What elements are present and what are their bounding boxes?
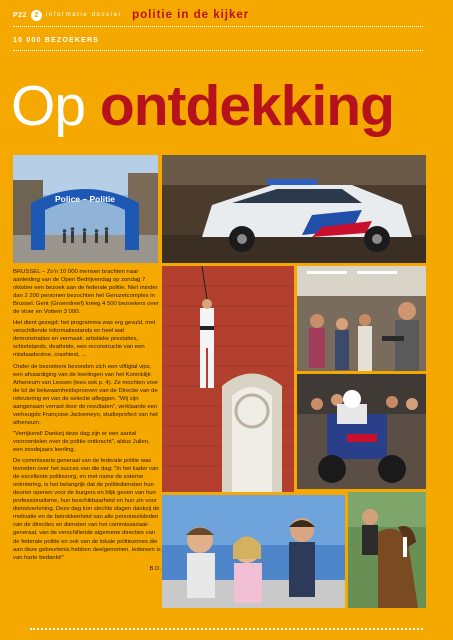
title-part-1: Op [11,74,86,138]
title-part-2: ontdekking [99,74,394,138]
photo-police-car [162,155,426,263]
article-paragraph: BRUSSEL – Zo'n 10 000 mensen brachten naar aanleiding van de Open Bedrijvendag op zondag 7 oktober een bezoek aan de federale politie. Niet minder dan 2 200 personen bezochten het Geruzetcomplex in Brussel. Gent (Groendreef) kreeg 4 500 bezoekers over de vloer en Vottem 3 000. [13,269,159,316]
article-paragraph: "Verrijkend! Dankzij deze dag zijn er een aantal vooroordelen over de politie ontkracht", aldus Julien, een zesdejaars leerling. [13,430,150,453]
magazine-title: politie in de kijker [132,9,250,21]
article-body [13,268,161,573]
photo-crowd [297,266,426,371]
section-badge: 2 [31,10,42,21]
kicker: 10 000 BEZOEKERS [13,37,100,44]
article-paragraph: Het dient gezegd: het programma was erg gevuld, met verschillende informatiestands en heel wat demonstraties en vermaak: artistieke prestaties, schietstands, deathride, een reconstructie van een misdaadscène, crashtest, ... [13,320,156,359]
photo-motorbike [297,374,426,489]
header-divider [13,26,423,27]
page-number: P22 [13,11,27,19]
article-paragraph: Onder de bezoekers bevonden zich een viftigtal vips, een afvaardiging van de leerlingen van het Koninklijk Atheneum van Lessen (lees ook p. 4). Ze mochten voor de lol de bekwaamheidsproeven van de Directie van de rekrutering en van de selectie afleggen. "Wij zijn aangenaam verrast door de resultaten", verklaarde een verheugde Françoise Jackemeyn, studieprefect van het atheneum. [13,363,159,426]
section-label: informatie dossier [45,12,123,18]
arch-banner-text: Police – Politie [55,194,115,204]
photo-horse [348,492,426,608]
footer-divider [30,628,423,630]
article-signature: B.D. [149,565,161,572]
page-title [11,74,394,138]
kicker-divider [13,50,423,51]
page-header [13,8,249,22]
article-paragraph: De commissaris-generaal van de federale politie was tevreden over het succes van die dag: "In het kader van de excellente politiezorg, en met name de externe oriëntering, is het belangrijk dat de politiediensten hun deuren openen voor de burgers en blijk geven van hun professionalisme, hun beschikbaarheid en hun zin voor dienstverlening. Deze dag kon slechts slagen dankzij de motivatie en de betrokkenheid van alle personeelsleden van de directies en diensten van het commissariaat-generaal, van de verschillende algemene directies van de federale politie en ook van de lokale politiezones die aan deze gebeurtenis hebben deelgenomen. Iedereen is van harte bedankt!" [13,458,161,561]
photo-police-arch [13,155,158,263]
photo-children [162,495,345,608]
photo-deathride [162,266,294,492]
